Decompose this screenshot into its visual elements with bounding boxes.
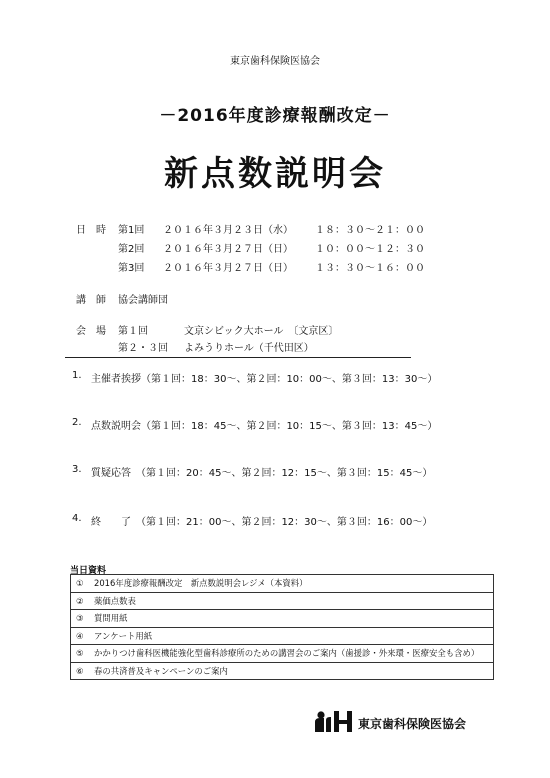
- venue-session: 第１回: [118, 326, 148, 337]
- venue-place: よみうりホール（千代田区）: [184, 343, 314, 354]
- materials-text: かかりつけ歯科医機能強化型歯科診療所のための講習会のご案内（歯援診・外来環・医療安全も含め）: [94, 648, 480, 659]
- materials-number: ①: [76, 578, 84, 589]
- materials-number: ③: [76, 613, 84, 624]
- materials-text: 春の共済普及キャンペーンのご案内: [94, 665, 228, 676]
- section-divider: [65, 357, 411, 358]
- schedule-date: ２０１６年３月２３日（水）: [163, 225, 293, 236]
- venue-session: 第２・３回: [118, 343, 168, 354]
- schedule-session: 第3回: [118, 263, 145, 274]
- schedule-date: ２０１６年３月２７日（日）: [163, 244, 293, 255]
- lecturer-label: 講 師: [76, 295, 106, 306]
- venue-place: 文京シビック大ホール 〔文京区〕: [184, 326, 339, 337]
- lecturer-value: 協会講師団: [118, 295, 168, 306]
- materials-text: アンケート用紙: [94, 630, 153, 641]
- materials-row: [71, 627, 494, 645]
- materials-heading: 当日資料: [70, 566, 107, 576]
- document-title: 新点数説明会: [164, 154, 386, 194]
- program-item-number: 3.: [72, 464, 82, 475]
- schedule-date: ２０１６年３月２７日（日）: [163, 263, 293, 274]
- document-subtitle: －2016年度診療報酬改定－: [159, 106, 391, 126]
- materials-row: [71, 662, 494, 680]
- materials-number: ⑥: [76, 665, 84, 676]
- program-item-number: 1.: [72, 370, 82, 381]
- header-organization: 東京歯科保険医協会: [230, 56, 320, 67]
- materials-row: [71, 645, 494, 663]
- materials-row: [71, 610, 494, 628]
- materials-row: [71, 575, 494, 593]
- materials-text: 質問用紙: [94, 613, 128, 624]
- schedule-time: １３：３０～１６：００: [315, 263, 425, 274]
- venue-label: 会 場: [76, 326, 106, 337]
- schedule-time: １８：３０～２１：００: [315, 225, 425, 236]
- materials-table: [70, 574, 494, 680]
- program-item: 終 了 （第１回：21：00～、第２回：12：30～、第３回：16：00～）: [91, 517, 433, 528]
- schedule-session: 第1回: [118, 225, 145, 236]
- program-item-number: 2.: [72, 417, 82, 428]
- materials-row: [71, 592, 494, 610]
- schedule-label: 日 時: [76, 225, 106, 236]
- program-item: 質疑応答 （第１回：20：45～、第２回：12：15～、第３回：15：45～）: [91, 468, 433, 479]
- materials-text: 薬価点数表: [94, 595, 136, 606]
- materials-number: ⑤: [76, 648, 84, 659]
- association-logo-icon: [312, 708, 356, 738]
- materials-number: ④: [76, 630, 84, 641]
- schedule-session: 第2回: [118, 244, 145, 255]
- program-item: 主催者挨拶（第１回：18：30～、第２回：10：00～、第３回：13：30～）: [91, 374, 438, 385]
- program-item-number: 4.: [72, 513, 82, 524]
- program-item: 点数説明会（第１回：18：45～、第２回：10：15～、第３回：13：45～）: [91, 421, 438, 432]
- schedule-time: １０：００～１２：３０: [315, 244, 425, 255]
- materials-number: ②: [76, 595, 84, 606]
- footer-organization: 東京歯科保険医協会: [358, 717, 467, 731]
- materials-text: 2016年度診療報酬改定 新点数説明会レジメ（本資料）: [94, 578, 308, 589]
